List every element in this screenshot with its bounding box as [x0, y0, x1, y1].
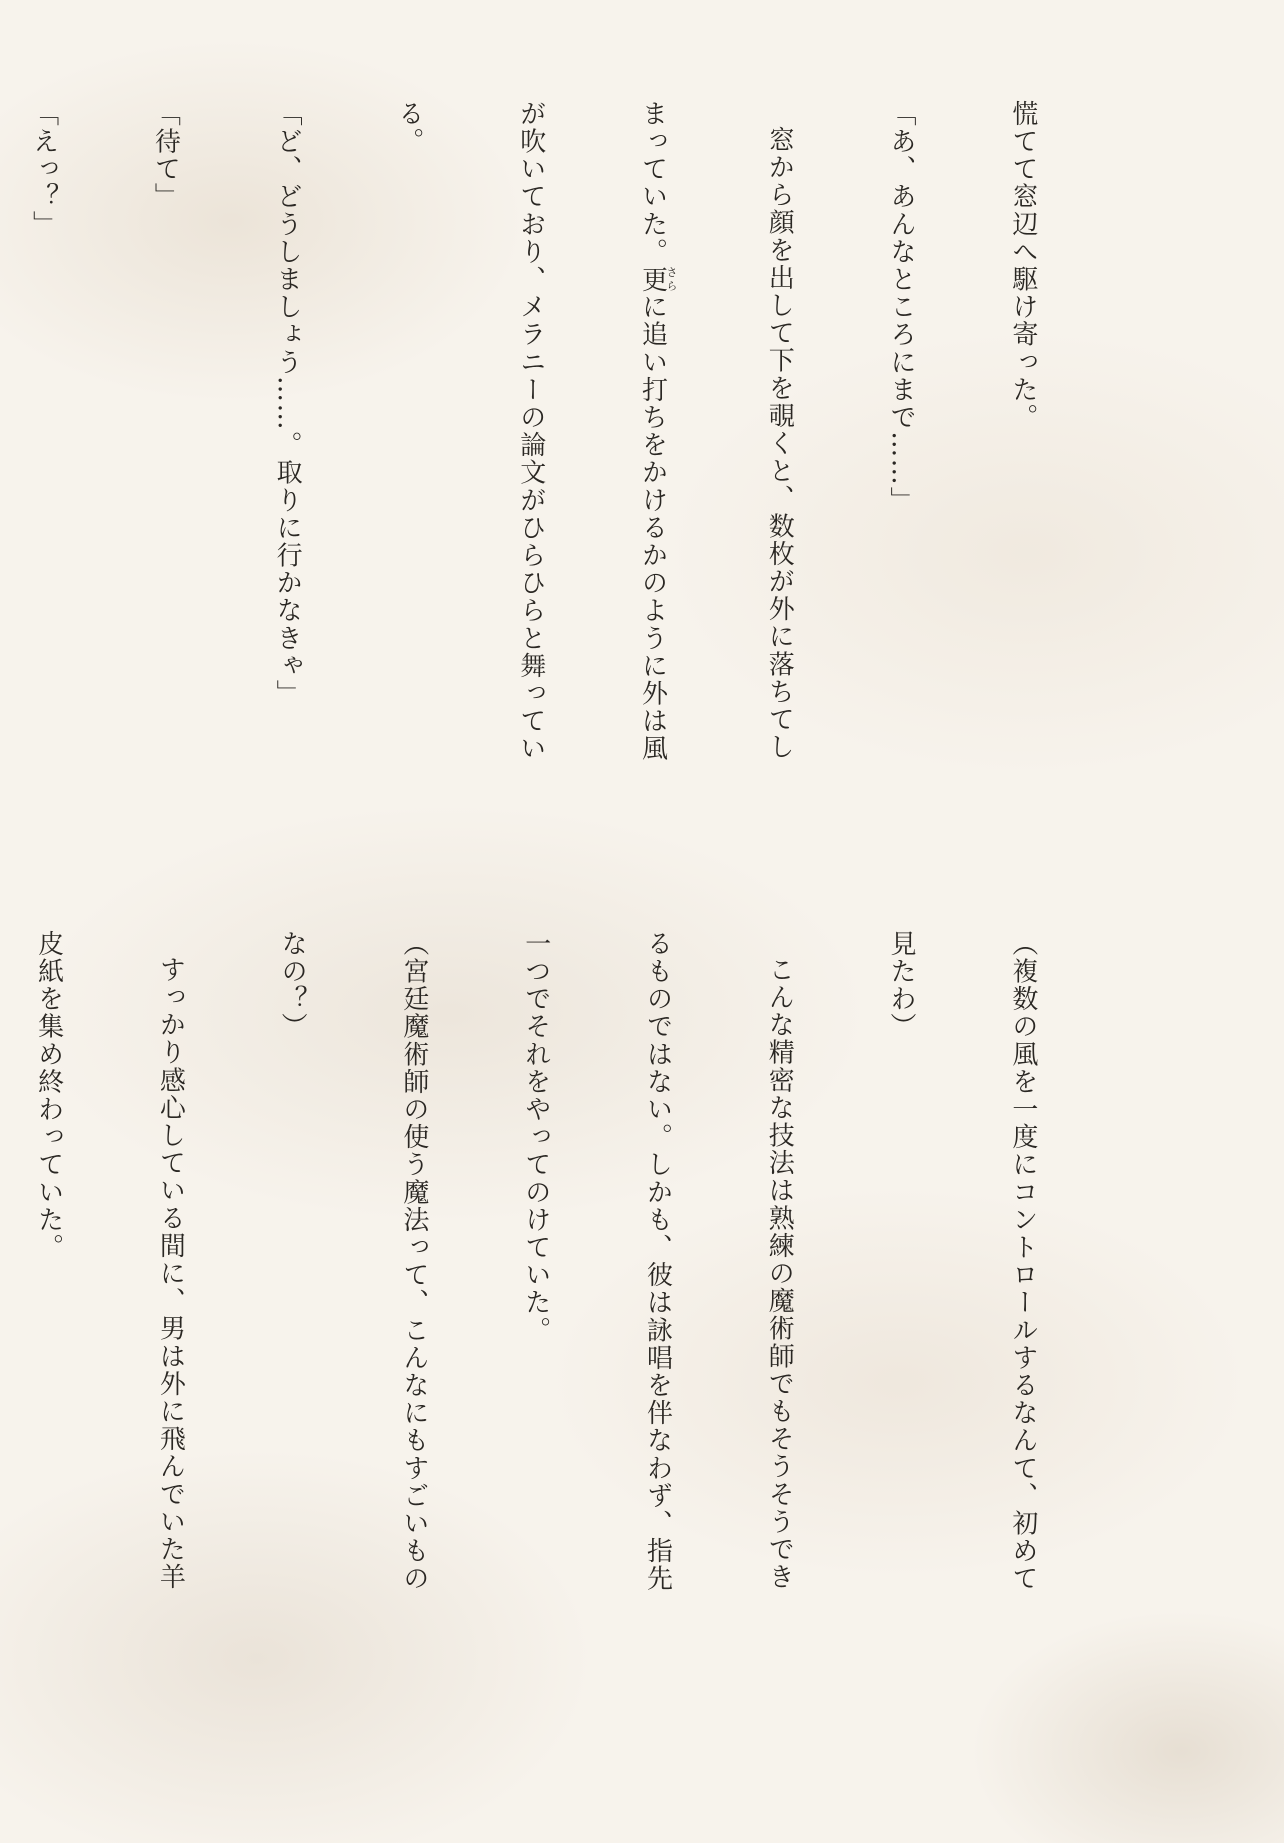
text-line: まっていた。更さらに追い打ちをかけるかのように外は風 — [637, 100, 678, 763]
text-line: 皮紙を集め終わっていた。 — [33, 930, 64, 1262]
furigana: 更さら — [637, 265, 678, 294]
text-line: 窓から顔を出して下を覗くと、数枚が外に落ちてし — [764, 126, 795, 761]
text-line: 「ど、どうしましょう……。取りに行かなきゃ」 — [272, 100, 303, 708]
text-line: 慌てて窓辺へ駆け寄った。 — [1007, 100, 1038, 432]
text-line: （宮廷魔術師の使う魔法って、こんなにもすごいもの — [398, 930, 429, 1593]
text-line: こんな精密な技法は熟練の魔術師でもそうそうでき — [764, 956, 795, 1591]
text-line: る。 — [393, 100, 424, 156]
text-line: （複数の風を一度にコントロールするなんて、初めて — [1007, 930, 1038, 1593]
text-line: 「あ、あんなところにまで……」 — [886, 100, 917, 514]
text-line: 「えっ？」 — [28, 100, 59, 238]
text-line: るものではない。しかも、彼は詠唱を伴なわず、指先 — [642, 930, 673, 1593]
lower-text-block — [33, 930, 1124, 1630]
upper-text-block — [28, 100, 1124, 800]
text-line: すっかり感心している間に、男は外に飛んでいた羊 — [155, 956, 186, 1591]
text-line: が吹いており、メラニーの論文がひらひらと舞ってい — [515, 100, 546, 763]
text-line: 「待て」 — [150, 100, 181, 211]
text-line: なの？） — [277, 930, 308, 1041]
text-line: 見たわ） — [886, 930, 917, 1041]
text-line: 一つでそれをやってのけていた。 — [520, 930, 551, 1344]
